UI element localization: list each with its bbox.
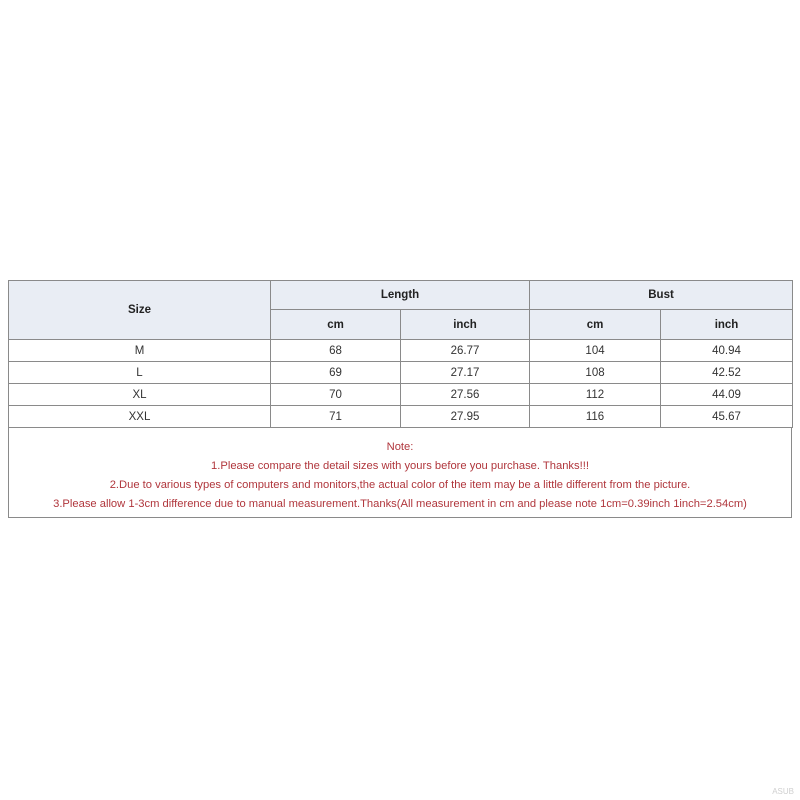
bust-cm-cell: 112: [530, 384, 661, 406]
bust-inch-cell: 42.52: [661, 362, 793, 384]
bust-cm-cell: 104: [530, 340, 661, 362]
size-chart: [8, 280, 792, 518]
note-line-1: 1.Please compare the detail sizes with yours before you purchase. Thanks!!!: [211, 460, 589, 472]
length-inch-cell: 26.77: [401, 340, 530, 362]
size-cell: XXL: [9, 406, 271, 428]
length-cm-cell: 70: [271, 384, 401, 406]
header-row: [9, 281, 793, 310]
bust-inch-cell: 45.67: [661, 406, 793, 428]
note-title: Note:: [386, 441, 414, 453]
bust-cm-header: cm: [530, 310, 661, 340]
table-row: [9, 406, 793, 428]
size-cell: M: [9, 340, 271, 362]
watermark: ASUB: [772, 787, 794, 796]
bust-inch-header: inch: [661, 310, 793, 340]
length-inch-cell: 27.95: [401, 406, 530, 428]
length-inch-cell: 27.56: [401, 384, 530, 406]
bust-inch-cell: 40.94: [661, 340, 793, 362]
length-cm-header: cm: [271, 310, 401, 340]
size-header: Size: [9, 281, 271, 340]
length-header: Length: [271, 281, 530, 310]
length-inch-cell: 27.17: [401, 362, 530, 384]
length-cm-cell: 68: [271, 340, 401, 362]
size-cell: XL: [9, 384, 271, 406]
size-table: [8, 280, 793, 428]
notes-box: [8, 428, 792, 518]
table-row: [9, 384, 793, 406]
bust-inch-cell: 44.09: [661, 384, 793, 406]
table-row: [9, 340, 793, 362]
table-row: [9, 362, 793, 384]
length-cm-cell: 69: [271, 362, 401, 384]
bust-cm-cell: 108: [530, 362, 661, 384]
bust-cm-cell: 116: [530, 406, 661, 428]
size-cell: L: [9, 362, 271, 384]
length-cm-cell: 71: [271, 406, 401, 428]
note-line-3: 3.Please allow 1-3cm difference due to manual measurement.Thanks(All measurement in cm and please note 1cm=0.39inch 1inch=2.54cm): [53, 498, 747, 510]
bust-header: Bust: [530, 281, 793, 310]
note-line-2: 2.Due to various types of computers and monitors,the actual color of the item may be a little different from the picture.: [109, 479, 691, 491]
length-inch-header: inch: [401, 310, 530, 340]
